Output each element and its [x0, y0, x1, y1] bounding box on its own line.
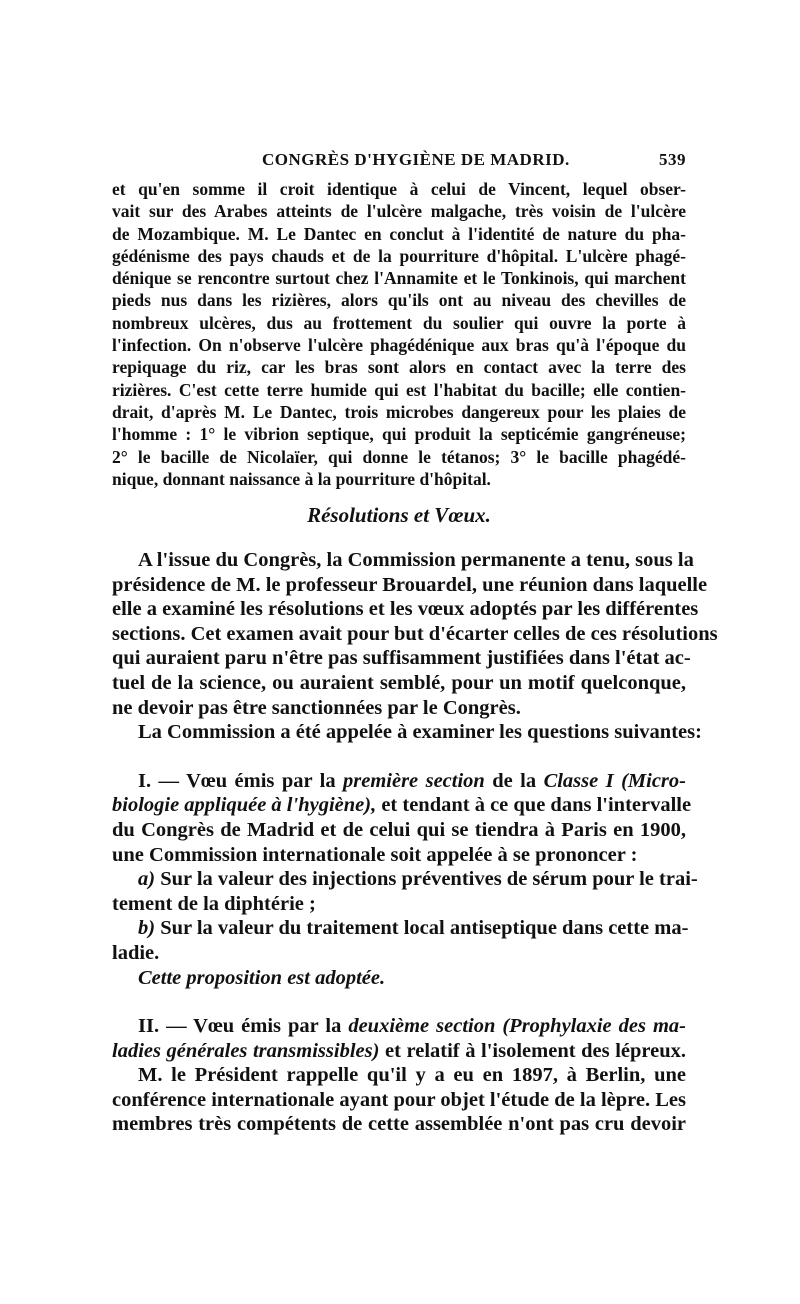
text-run-italic: deuxième section (Prophylaxie des ma-: [348, 1015, 686, 1038]
item-1-line: ladie.: [112, 941, 160, 964]
text-run-italic: ladies générales transmissibles): [112, 1039, 380, 1062]
text-line: A l'issue du Congrès, la Commission permanente a tenu, sous la: [138, 549, 694, 571]
text-run: et relatif à l'isolement des lépreux.: [379, 1039, 686, 1062]
text-run: Sur la valeur du traitement local antiseptique dans cette ma-: [155, 917, 689, 940]
text-run-italic: a): [138, 868, 156, 891]
item-1-line: du Congrès de Madrid et de celui qui se tiendra à Paris en 1900,: [112, 818, 686, 841]
item-1-decision: Cette proposition est adoptée.: [138, 966, 386, 989]
text-line: rizières. C'est cette terre humide qui est l'habitat du bacille; elle contien-: [112, 379, 686, 400]
text-line: et qu'en somme il croit identique à celui de Vincent, lequel obser-: [112, 179, 686, 199]
item-2-line: [112, 1039, 686, 1064]
text-run: et tendant à ce que dans l'intervalle: [376, 794, 692, 817]
text-line: qui auraient paru n'être pas suffisamment justifiées dans l'état ac-: [112, 647, 691, 670]
text-line: sections. Cet examen avait pour but d'écarter celles de ces résolutions: [112, 622, 718, 645]
resolutions-section: [112, 548, 718, 1137]
text-line: La Commission a été appelée à examiner les questions suivantes:: [138, 721, 702, 744]
text-line: elle a examiné les résolutions et les vœux adoptés par les différentes: [112, 598, 699, 621]
text-line: vait sur des Arabes atteints de l'ulcère malgache, très voisin de l'ulcère: [112, 201, 686, 222]
item-2-line: conférence internationale ayant pour objet l'étude de la lèpre. Les: [112, 1088, 686, 1111]
spacer: [112, 990, 686, 1014]
text-line: gédénisme des pays chauds et de la pourriture d'hôpital. L'ulcère phagé-: [112, 245, 686, 266]
text-line: l'infection. On n'observe l'ulcère phagédénique aux bras qu'à l'époque du: [112, 335, 686, 356]
text-line: dénique se rencontre surtout chez l'Annamite et le Tonkinois, qui marchent: [112, 268, 686, 289]
spacer: [112, 745, 686, 769]
text-line: repiquage du riz, car les bras sont alors en contact avec la terre des: [112, 357, 686, 378]
item-1-line: tement de la diphtérie ;: [112, 892, 316, 915]
text-line: tuel de la science, ou auraient semblé, pour un motif quelconque,: [112, 671, 686, 694]
text-run-italic: Classe I (Micro-: [543, 769, 686, 792]
paragraph-le-dantec: [112, 178, 686, 490]
text-line: présidence de M. le professeur Brouardel, une réunion dans laquelle: [112, 573, 708, 596]
text-line: l'homme : 1° le vibrion septique, qui produit la septicémie gangréneuse;: [112, 424, 686, 445]
text-run-italic: biologie appliquée à l'hygiène),: [112, 794, 377, 817]
item-1-line: [112, 793, 692, 818]
page-number: 539: [659, 150, 686, 169]
text-run: de la: [484, 769, 544, 792]
text-line: pieds nus dans les rizières, alors qu'ils ont au niveau des chevilles de: [112, 290, 686, 311]
text-line: 2° le bacille de Nicolaïer, qui donne le tétanos; 3° le bacille phagédé-: [112, 446, 686, 467]
text-line: nombreux ulcères, dus au frottement du soulier qui ouvre la porte à: [112, 312, 686, 333]
text-line: drait, d'après M. Le Dantec, trois microbes dangereux pour les plaies de: [112, 401, 686, 422]
item-1-line: une Commission internationale soit appelée à se prononcer :: [112, 843, 638, 866]
item-2-line: [112, 1014, 686, 1039]
section-heading: Résolutions et Vœux.: [307, 503, 491, 527]
text-line: de Mozambique. M. Le Dantec en conclut à l'identité de nature du pha-: [112, 223, 686, 244]
item-1-subpoint-b: [112, 916, 689, 941]
text-run: Sur la valeur des injections préventives de sérum pour le trai-: [155, 868, 698, 891]
item-2-line: membres très compétents de cette assemblée n'ont pas cru devoir: [112, 1113, 686, 1136]
item-2-line: M. le Président rappelle qu'il y a eu en 1897, à Berlin, une: [138, 1064, 686, 1087]
text-run-italic: première section: [343, 769, 485, 792]
text-run: II. — Vœu émis par la: [138, 1015, 349, 1038]
text-line: ne devoir pas être sanctionnées par le Congrès.: [112, 696, 521, 719]
text-run-italic: b): [138, 917, 156, 940]
item-1-subpoint-a: [112, 867, 698, 892]
running-title: CONGRÈS D'HYGIÈNE DE MADRID.: [262, 150, 570, 169]
running-header: [112, 150, 686, 170]
text-run: I. — Vœu émis par la: [138, 769, 344, 792]
item-1-line: [112, 769, 686, 794]
text-line: nique, donnant naissance à la pourriture d'hôpital.: [112, 468, 491, 489]
